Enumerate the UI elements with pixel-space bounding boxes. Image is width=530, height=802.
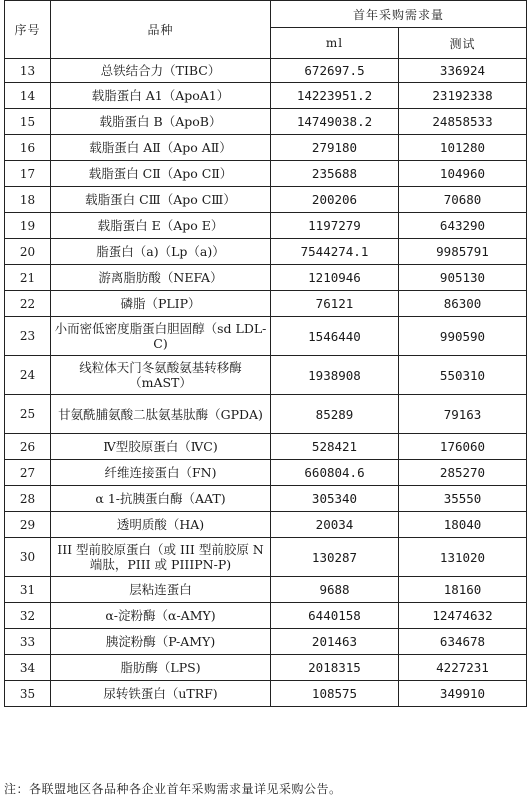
table-row bbox=[5, 291, 527, 317]
row-ml-value: 200206 bbox=[271, 187, 399, 213]
table-row bbox=[5, 486, 527, 512]
row-index: 29 bbox=[5, 512, 51, 538]
table-row bbox=[5, 603, 527, 629]
table-row bbox=[5, 109, 527, 135]
header-index: 序号 bbox=[5, 1, 51, 59]
row-ml-value: 6440158 bbox=[271, 603, 399, 629]
header-name: 品种 bbox=[51, 1, 271, 59]
table-row bbox=[5, 434, 527, 460]
table-row bbox=[5, 538, 527, 577]
table-row bbox=[5, 213, 527, 239]
row-ml-value: 235688 bbox=[271, 161, 399, 187]
table-row bbox=[5, 460, 527, 486]
row-index: 15 bbox=[5, 109, 51, 135]
row-index: 25 bbox=[5, 395, 51, 434]
row-index: 20 bbox=[5, 239, 51, 265]
row-test-value: 4227231 bbox=[399, 655, 527, 681]
row-index: 19 bbox=[5, 213, 51, 239]
row-ml-value: 1197279 bbox=[271, 213, 399, 239]
row-index: 24 bbox=[5, 356, 51, 395]
row-test-value: 79163 bbox=[399, 395, 527, 434]
table-body bbox=[5, 59, 527, 707]
row-test-value: 24858533 bbox=[399, 109, 527, 135]
row-name: 载脂蛋白 B（ApoB） bbox=[51, 109, 271, 135]
row-test-value: 634678 bbox=[399, 629, 527, 655]
row-test-value: 336924 bbox=[399, 59, 527, 83]
row-ml-value: 279180 bbox=[271, 135, 399, 161]
table-row bbox=[5, 395, 527, 434]
row-name: 纤维连接蛋白（FN) bbox=[51, 460, 271, 486]
row-test-value: 643290 bbox=[399, 213, 527, 239]
table-row bbox=[5, 655, 527, 681]
header-demand: 首年采购需求量 bbox=[271, 1, 527, 28]
row-test-value: 9985791 bbox=[399, 239, 527, 265]
table-row bbox=[5, 681, 527, 707]
row-name: 甘氨酰脯氨酸二肽氨基肽酶（GPDA) bbox=[51, 395, 271, 434]
row-test-value: 35550 bbox=[399, 486, 527, 512]
row-index: 31 bbox=[5, 577, 51, 603]
row-ml-value: 9688 bbox=[271, 577, 399, 603]
row-test-value: 12474632 bbox=[399, 603, 527, 629]
row-ml-value: 108575 bbox=[271, 681, 399, 707]
row-ml-value: 76121 bbox=[271, 291, 399, 317]
row-name: 线粒体天门冬氨酸氨基转移酶（mAST） bbox=[51, 356, 271, 395]
row-ml-value: 1546440 bbox=[271, 317, 399, 356]
row-name: 载脂蛋白 E（Apo E） bbox=[51, 213, 271, 239]
row-test-value: 176060 bbox=[399, 434, 527, 460]
row-test-value: 86300 bbox=[399, 291, 527, 317]
table-row bbox=[5, 512, 527, 538]
row-name: 小而密低密度脂蛋白胆固醇（sd LDL-C) bbox=[51, 317, 271, 356]
row-index: 21 bbox=[5, 265, 51, 291]
header-ml: ml bbox=[271, 28, 399, 59]
row-ml-value: 7544274.1 bbox=[271, 239, 399, 265]
footnote: 注：各联盟地区各品种各企业首年采购需求量详见采购公告。 bbox=[4, 782, 342, 796]
row-test-value: 101280 bbox=[399, 135, 527, 161]
row-name: 脂蛋白（a)（Lp（a)） bbox=[51, 239, 271, 265]
table-row bbox=[5, 161, 527, 187]
row-index: 16 bbox=[5, 135, 51, 161]
row-name: 总铁结合力（TIBC） bbox=[51, 59, 271, 83]
row-index: 13 bbox=[5, 59, 51, 83]
row-index: 23 bbox=[5, 317, 51, 356]
row-index: 27 bbox=[5, 460, 51, 486]
row-name: 尿转铁蛋白（uTRF) bbox=[51, 681, 271, 707]
row-test-value: 285270 bbox=[399, 460, 527, 486]
row-test-value: 131020 bbox=[399, 538, 527, 577]
row-name: Ⅳ型胶原蛋白（ⅣC) bbox=[51, 434, 271, 460]
row-index: 35 bbox=[5, 681, 51, 707]
header-test: 测试 bbox=[399, 28, 527, 59]
row-name: α 1-抗胰蛋白酶（AAT) bbox=[51, 486, 271, 512]
row-test-value: 905130 bbox=[399, 265, 527, 291]
row-index: 14 bbox=[5, 83, 51, 109]
row-test-value: 23192338 bbox=[399, 83, 527, 109]
row-ml-value: 672697.5 bbox=[271, 59, 399, 83]
row-name: 透明质酸（HA) bbox=[51, 512, 271, 538]
row-name: 载脂蛋白 AⅡ（Apo AⅡ） bbox=[51, 135, 271, 161]
row-test-value: 18040 bbox=[399, 512, 527, 538]
row-index: 28 bbox=[5, 486, 51, 512]
table-row bbox=[5, 187, 527, 213]
row-index: 32 bbox=[5, 603, 51, 629]
row-index: 18 bbox=[5, 187, 51, 213]
row-ml-value: 2018315 bbox=[271, 655, 399, 681]
row-ml-value: 305340 bbox=[271, 486, 399, 512]
row-index: 26 bbox=[5, 434, 51, 460]
row-index: 17 bbox=[5, 161, 51, 187]
row-index: 30 bbox=[5, 538, 51, 577]
row-name: 脂肪酶（LPS) bbox=[51, 655, 271, 681]
row-name: 载脂蛋白 A1（ApoA1） bbox=[51, 83, 271, 109]
row-index: 34 bbox=[5, 655, 51, 681]
row-ml-value: 1210946 bbox=[271, 265, 399, 291]
row-index: 33 bbox=[5, 629, 51, 655]
row-ml-value: 130287 bbox=[271, 538, 399, 577]
row-name: 载脂蛋白 CⅢ（Apo CⅢ） bbox=[51, 187, 271, 213]
row-name: 胰淀粉酶（P-AMY) bbox=[51, 629, 271, 655]
row-name: α-淀粉酶（α-AMY) bbox=[51, 603, 271, 629]
row-ml-value: 14223951.2 bbox=[271, 83, 399, 109]
demand-table bbox=[4, 0, 527, 707]
row-ml-value: 85289 bbox=[271, 395, 399, 434]
row-test-value: 550310 bbox=[399, 356, 527, 395]
row-test-value: 349910 bbox=[399, 681, 527, 707]
table-row bbox=[5, 59, 527, 83]
table-row bbox=[5, 135, 527, 161]
row-name: III 型前胶原蛋白（或 III 型前胶原 N 端肽，PIII 或 PIIIPN-P) bbox=[51, 538, 271, 577]
row-test-value: 18160 bbox=[399, 577, 527, 603]
row-name: 层粘连蛋白 bbox=[51, 577, 271, 603]
row-index: 22 bbox=[5, 291, 51, 317]
row-test-value: 104960 bbox=[399, 161, 527, 187]
table-row bbox=[5, 317, 527, 356]
row-name: 磷脂（PLIP） bbox=[51, 291, 271, 317]
table-row bbox=[5, 629, 527, 655]
row-test-value: 70680 bbox=[399, 187, 527, 213]
table-row bbox=[5, 577, 527, 603]
table-row bbox=[5, 239, 527, 265]
table-row bbox=[5, 356, 527, 395]
row-ml-value: 20034 bbox=[271, 512, 399, 538]
row-ml-value: 660804.6 bbox=[271, 460, 399, 486]
row-name: 游离脂肪酸（NEFA） bbox=[51, 265, 271, 291]
row-ml-value: 201463 bbox=[271, 629, 399, 655]
table-row bbox=[5, 265, 527, 291]
table-row bbox=[5, 83, 527, 109]
row-ml-value: 14749038.2 bbox=[271, 109, 399, 135]
row-name: 载脂蛋白 CⅡ（Apo CⅡ） bbox=[51, 161, 271, 187]
row-test-value: 990590 bbox=[399, 317, 527, 356]
row-ml-value: 1938908 bbox=[271, 356, 399, 395]
row-ml-value: 528421 bbox=[271, 434, 399, 460]
